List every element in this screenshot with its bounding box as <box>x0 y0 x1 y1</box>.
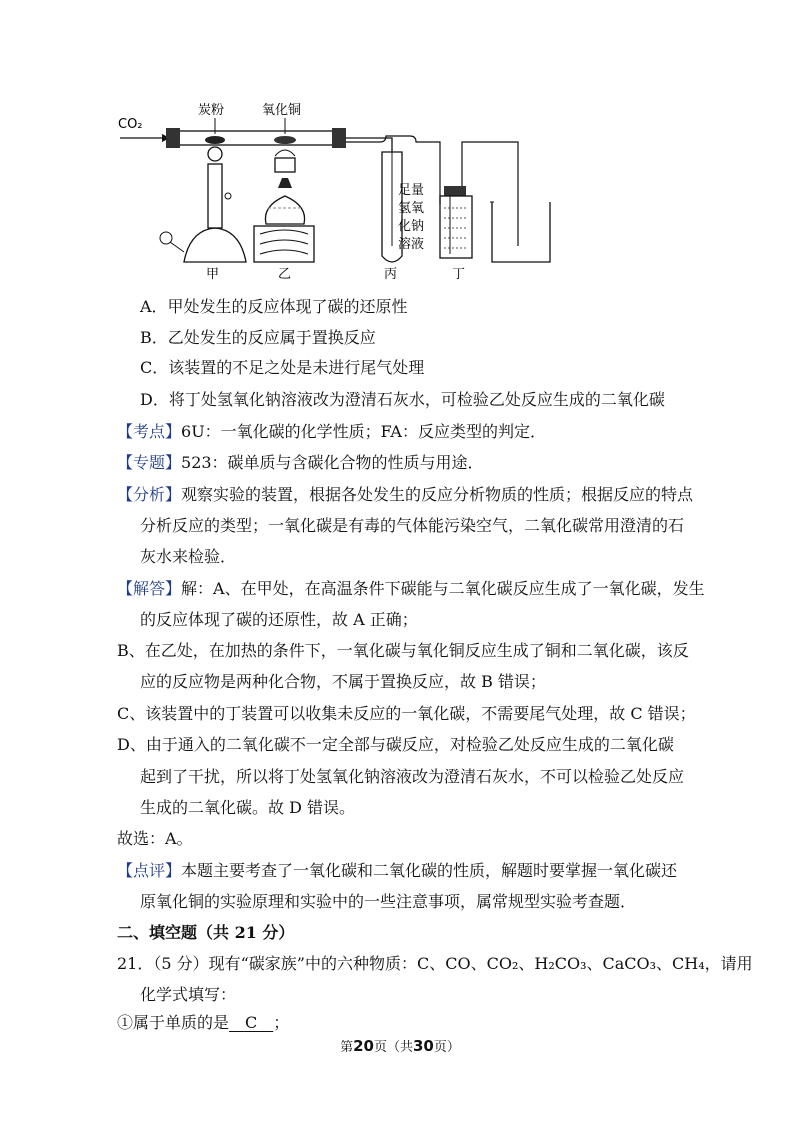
charcoal-sample <box>205 136 225 144</box>
q21-item-1-prefix: ①属于单质的是 <box>117 1013 230 1032</box>
zhuanti-line <box>117 453 484 473</box>
dianping-line-1 <box>117 861 677 881</box>
q21-item-1 <box>117 1013 289 1033</box>
dianping-text-1: 本题主要考查了一氧化碳和二氧化碳的性质，解题时要掌握一氧化碳还 <box>181 861 678 880</box>
jieda-line-b1: B、在乙处，在加热的条件下，一氧化碳与氧化铜反应生成了铜和二氧化碳，该反 <box>117 641 689 660</box>
station-label-yi: 乙 <box>278 267 292 282</box>
option-b: B．乙处发生的反应属于置换反应 <box>140 328 376 347</box>
q21-line-1: 21．（5 分）现有“碳家族”中的六种物质：C、CO、CO₂、H₂CO₃、CaCO₃、CH₄，请用 <box>117 954 753 973</box>
q21-item-1-suffix: ； <box>273 1013 290 1032</box>
footer-middle: 页（共 <box>373 1040 413 1055</box>
section-title: 二、填空题（共 21 分） <box>117 923 295 942</box>
kaodian-text: 6U：一氧化碳的化学性质；FA：反应类型的判定． <box>181 422 546 441</box>
footer-prefix: 第 <box>340 1040 354 1055</box>
cuo-sample <box>274 136 296 144</box>
reagent-text-3: 化钠 <box>398 219 425 234</box>
reagent-text-2: 氢氧 <box>398 201 425 216</box>
apparatus-figure <box>110 96 570 286</box>
footer-page-number: 20 <box>353 1037 374 1055</box>
zhuanti-text: 523：碳单质与含碳化合物的性质与用途． <box>181 453 484 472</box>
jieda-line-d1: D、由于通入的二氧化碳不一定全部与碳反应，对检验乙处反应生成的二氧化碳 <box>117 735 674 754</box>
station-label-jia: 甲 <box>206 267 220 282</box>
charcoal-label: 炭粉 <box>198 103 225 118</box>
fenxi-tag: 【分析】 <box>117 485 182 504</box>
q21-item-1-answer: C <box>229 1013 274 1032</box>
zhuanti-tag: 【专题】 <box>117 453 182 472</box>
jieda-text-a1: 解：A、在甲处，在高温条件下碳能与二氧化碳反应生成了一氧化碳，发生 <box>181 579 705 598</box>
co2-label: CO₂ <box>118 117 143 132</box>
jieda-line-b2: 应的反应物是两种化合物，不属于置换反应，故 B 错误； <box>140 672 546 691</box>
fenxi-line-2: 分析反应的类型；一氧化碳是有毒的气体能污染空气，二氧化碳常用澄清的石 <box>140 516 685 535</box>
jieda-line-d2: 起到了干扰，所以将丁处氢氧化钠溶液改为澄清石灰水，不可以检验乙处反应 <box>140 767 685 786</box>
fenxi-text-1: 观察实验的装置，根据各处发生的反应分析物质的性质；根据反应的特点 <box>181 485 694 504</box>
option-d: D．将丁处氢氧化钠溶液改为澄清石灰水，可检验乙处反应生成的二氧化碳 <box>140 390 665 409</box>
footer-suffix: 页） <box>433 1040 460 1055</box>
q21-line-2: 化学式填写： <box>140 985 237 1004</box>
jieda-tag: 【解答】 <box>117 579 182 598</box>
jieda-line-a1 <box>117 579 705 599</box>
jieda-line-d3: 生成的二氧化碳。故 D 错误。 <box>140 798 356 817</box>
reagent-text-1: 足量 <box>398 183 425 198</box>
fenxi-line-1 <box>117 485 693 505</box>
jieda-line-a2: 的反应体现了碳的还原性，故 A 正确； <box>140 610 418 629</box>
jieda-line-c1: C、该装置中的丁装置可以收集未反应的一氧化碳，不需要尾气处理，故 C 错误； <box>117 704 696 723</box>
option-a: A．甲处发生的反应体现了碳的还原性 <box>140 297 408 316</box>
option-c: C．该装置的不足之处是未进行尾气处理 <box>140 358 425 377</box>
dianping-line-2: 原氧化铜的实验原理和实验中的一些注意事项，属常规型实验考查题． <box>140 892 637 911</box>
station-label-bing: 丙 <box>384 267 398 282</box>
reagent-text-4: 溶液 <box>398 237 425 252</box>
kaodian-tag: 【考点】 <box>117 422 182 441</box>
fenxi-line-3: 灰水来检验． <box>140 547 237 566</box>
station-label-ding: 丁 <box>452 267 466 282</box>
dianping-tag: 【点评】 <box>117 861 182 880</box>
footer-page-total: 30 <box>413 1037 434 1055</box>
jieda-choose: 故选：A。 <box>117 829 193 848</box>
cuo-label: 氧化铜 <box>262 103 302 118</box>
kaodian-line <box>117 422 546 442</box>
page-footer <box>0 1036 800 1055</box>
